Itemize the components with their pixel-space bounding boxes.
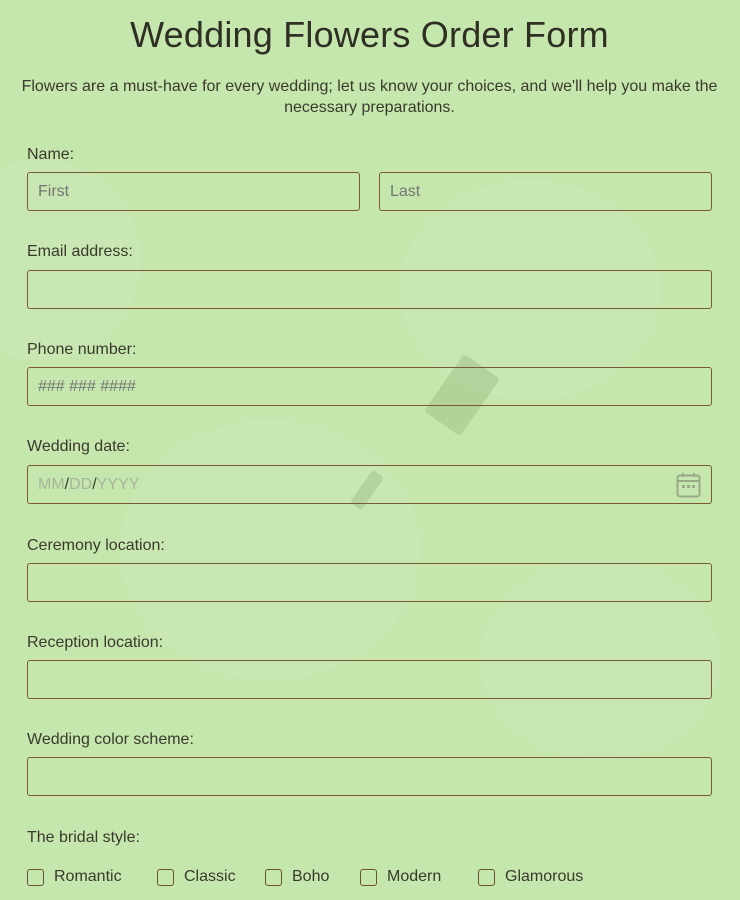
checkbox-label: Classic: [184, 868, 236, 885]
date-separator: /: [64, 476, 70, 493]
phone-input[interactable]: [27, 367, 712, 406]
email-label: Email address:: [27, 243, 133, 260]
checkbox[interactable]: [360, 869, 377, 886]
checkbox[interactable]: [265, 869, 282, 886]
email-input[interactable]: [27, 270, 712, 309]
phone-label: Phone number:: [27, 341, 137, 358]
checkbox[interactable]: [157, 869, 174, 886]
reception-location-input[interactable]: [27, 660, 712, 699]
ceremony-location-input[interactable]: [27, 563, 712, 602]
color-scheme-label: Wedding color scheme:: [27, 731, 194, 748]
color-scheme-input[interactable]: [27, 757, 712, 796]
bridal-style-boho[interactable]: [265, 868, 329, 886]
first-name-input[interactable]: [27, 172, 360, 211]
bridal-style-classic[interactable]: [157, 868, 236, 886]
date-year-placeholder: YYYY: [96, 476, 140, 493]
reception-location-label: Reception location:: [27, 634, 164, 651]
wedding-date-input[interactable]: [27, 465, 712, 504]
checkbox-label: Glamorous: [505, 868, 584, 885]
bridal-style-glamorous[interactable]: [478, 868, 583, 886]
date-separator: /: [92, 476, 97, 493]
date-month-placeholder: MM: [38, 476, 65, 493]
date-day-placeholder: DD: [69, 476, 93, 493]
calendar-icon[interactable]: [676, 472, 701, 498]
form-description: Flowers are a must-have for every wedding; let us know your choices, and we'll help you make the necessary preparations.: [21, 78, 718, 116]
checkbox-label: Boho: [292, 868, 330, 885]
bridal-style-romantic[interactable]: [27, 868, 122, 886]
wedding-date-label: Wedding date:: [27, 438, 130, 455]
checkbox-label: Modern: [387, 868, 442, 885]
form-title: Wedding Flowers Order Form: [130, 14, 609, 55]
name-label: Name:: [27, 146, 75, 163]
checkbox[interactable]: [27, 869, 44, 886]
bridal-style-label: The bridal style:: [27, 829, 140, 846]
checkbox-label: Romantic: [54, 868, 122, 885]
checkbox[interactable]: [478, 869, 495, 886]
bridal-style-modern[interactable]: [360, 868, 441, 886]
ceremony-location-label: Ceremony location:: [27, 537, 165, 554]
last-name-input[interactable]: [379, 172, 712, 211]
